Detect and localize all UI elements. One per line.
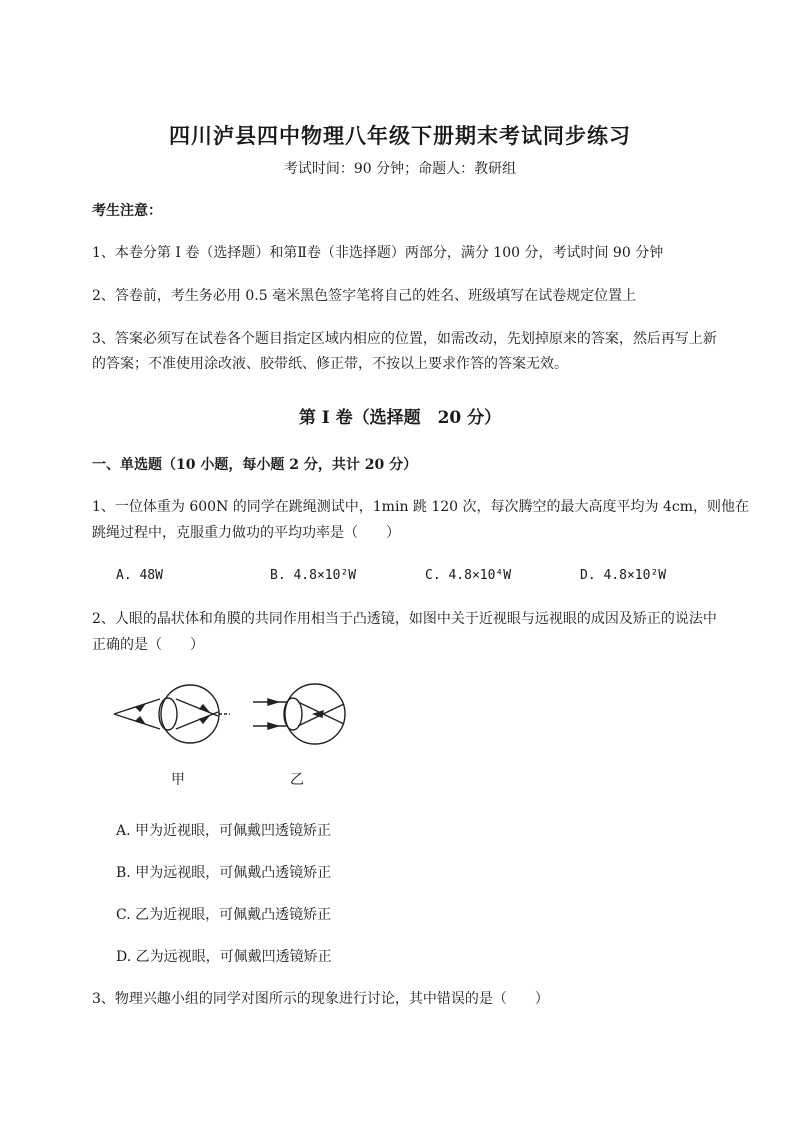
notice-heading: 考生注意： <box>92 203 162 219</box>
question-1-stem-cont: 跳绳过程中，克服重力做功的平均功率是（ ） <box>92 525 400 541</box>
figure-label-jia: 甲 <box>171 772 185 788</box>
question-1-option-c: C. 4.8×10⁴W <box>425 568 512 583</box>
question-1-option-b: B. 4.8×10²W <box>270 568 357 583</box>
notice-item-2: 2、答卷前，考生务必用 0.5 毫米黑色签字笔将自己的姓名、班级填写在试卷规定位置上 <box>92 288 637 304</box>
question-2-stem-cont: 正确的是（ ） <box>92 637 204 653</box>
question-1-option-d: D. 4.8×10²W <box>580 568 667 583</box>
notice-item-3-cont: 的答案；不准使用涂改液、胶带纸、修正带，不按以上要求作答的答案无效。 <box>92 356 568 372</box>
question-1-stem: 1、一位体重为 600N 的同学在跳绳测试中，1min 跳 120 次，每次腾空的最大高度平均为 4cm，则他在 <box>92 499 749 515</box>
question-2-option-a: A. 甲为近视眼，可佩戴凹透镜矫正 <box>116 823 332 839</box>
eye-diagram-jia <box>114 685 230 743</box>
eye-diagram-yi <box>253 684 345 744</box>
exam-subtitle: 考试时间：90 分钟；命题人：教研组 <box>283 161 517 177</box>
figure-label-yi: 乙 <box>290 772 304 788</box>
question-1-option-a: A. 48W <box>116 568 163 583</box>
eye-diagram-figure <box>108 680 358 790</box>
question-3-stem: 3、物理兴趣小组的同学对图所示的现象进行讨论，其中错误的是（ ） <box>92 991 549 1007</box>
question-2-option-b: B. 甲为远视眼，可佩戴凸透镜矫正 <box>116 865 332 881</box>
question-2-option-d: D. 乙为远视眼，可佩戴凹透镜矫正 <box>116 949 332 965</box>
question-2-stem: 2、人眼的晶状体和角膜的共同作用相当于凸透镜，如图中关于近视眼与远视眼的成因及矫正的说法中 <box>92 611 717 627</box>
part-heading: 一、单选题（10 小题，每小题 2 分，共计 20 分） <box>92 457 418 473</box>
question-2-option-c: C. 乙为近视眼，可佩戴凸透镜矫正 <box>116 907 332 923</box>
notice-item-1: 1、本卷分第 I 卷（选择题）和第Ⅱ卷（非选择题）两部分，满分 100 分，考试时间 90 分钟 <box>92 245 664 261</box>
exam-title: 四川泸县四中物理八年级下册期末考试同步练习 <box>169 123 631 148</box>
notice-item-3: 3、答案必须写在试卷各个题目指定区域内相应的位置，如需改动，先划掉原来的答案，然后再写上新 <box>92 331 717 347</box>
section-title: 第 I 卷（选择题 20 分） <box>298 408 502 428</box>
